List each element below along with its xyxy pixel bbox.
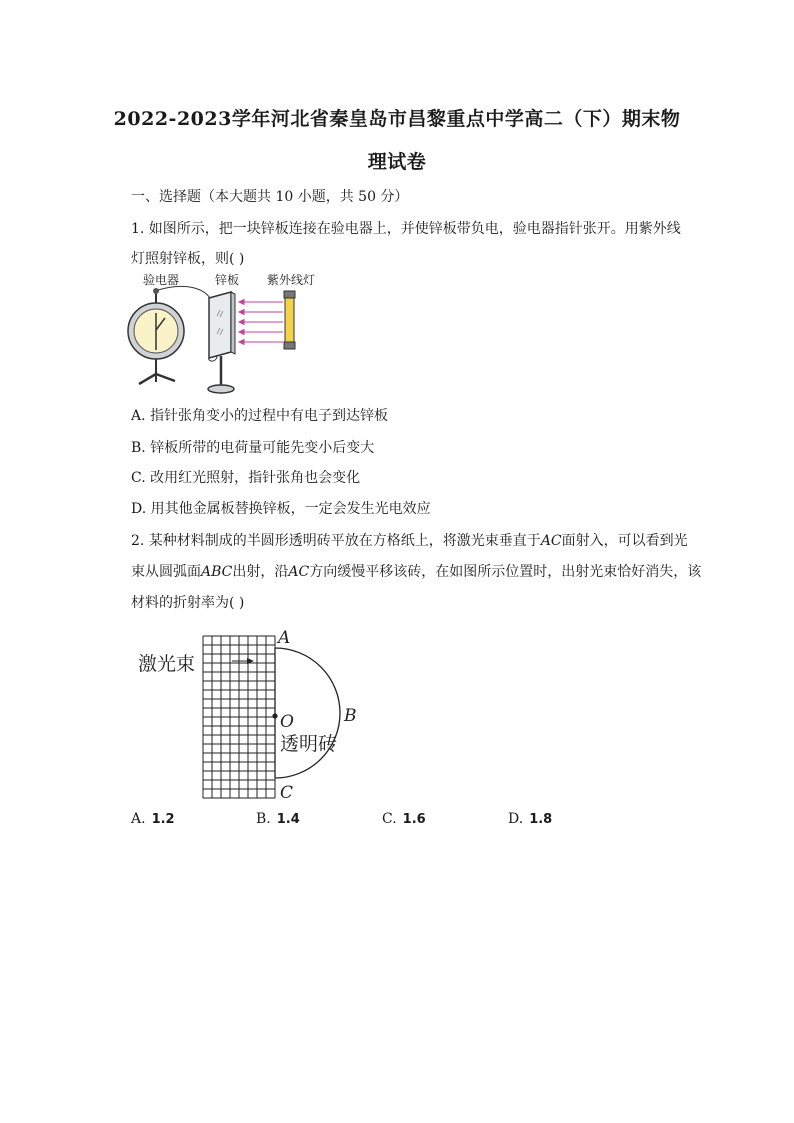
q2-label-brick: 透明砖 xyxy=(280,733,338,755)
q2-figure xyxy=(130,626,370,806)
q2-option-b: B. 1.4 xyxy=(256,811,300,827)
graph-paper-grid xyxy=(203,636,275,798)
q2-label-b: B xyxy=(344,706,357,726)
electroscope-icon xyxy=(128,288,184,384)
center-point-o xyxy=(272,713,277,718)
q1-label-uv-lamp: 紫外线灯 xyxy=(267,273,316,287)
uv-lamp-icon xyxy=(284,291,295,349)
q2-stem-line3: 材料的折射率为( ) xyxy=(131,595,245,611)
q1-label-plate: 锌板 xyxy=(215,273,240,287)
q2-option-d: D. 1.8 xyxy=(508,811,553,827)
q1-label-electroscope: 验电器 xyxy=(143,273,180,287)
q1-stem-line2: 灯照射锌板，则( ) xyxy=(131,251,245,267)
q1-option-a: A. 指针张角变小的过程中有电子到达锌板 xyxy=(131,408,389,424)
q2-label-a: A xyxy=(278,628,291,648)
q1-stem-line1: 1. 如图所示，把一块锌板连接在验电器上，并使锌板带负电，验电器指针张开。用紫外线 xyxy=(131,221,681,237)
uv-rays xyxy=(239,300,283,345)
paper-title-line2: 理试卷 xyxy=(367,151,427,173)
q2-option-a: A. 1.2 xyxy=(131,811,175,827)
q2-label-o: O xyxy=(280,712,294,732)
q1-option-b: B. 锌板所带的电荷量可能先变小后变大 xyxy=(131,440,375,456)
q2-option-c: C. 1.6 xyxy=(382,811,426,827)
q1-option-c: C. 改用红光照射，指针张角也会变化 xyxy=(131,470,361,486)
q2-label-c: C xyxy=(280,783,294,803)
q2-stem-line2: 束从圆弧面ABC出射，沿AC方向缓慢平移该砖，在如图所示位置时，出射光束恰好消失，该 xyxy=(131,564,702,580)
zinc-plate-icon xyxy=(208,292,235,393)
q1-option-d: D. 用其他金属板替换锌板，一定会发生光电效应 xyxy=(131,501,431,517)
q2-label-laser: 激光束 xyxy=(138,653,196,675)
q2-stem-line1: 2. 某种材料制成的半圆形透明砖平放在方格纸上，将激光束垂直于AC面射入，可以看到光 xyxy=(131,533,688,549)
connecting-wire xyxy=(158,286,211,300)
q1-figure xyxy=(125,268,355,398)
section-heading: 一、选择题（本大题共 10 小题，共 50 分） xyxy=(131,189,409,205)
paper-title-line1: 2022-2023学年河北省秦皇岛市昌黎重点中学高二（下）期末物 xyxy=(113,108,681,130)
